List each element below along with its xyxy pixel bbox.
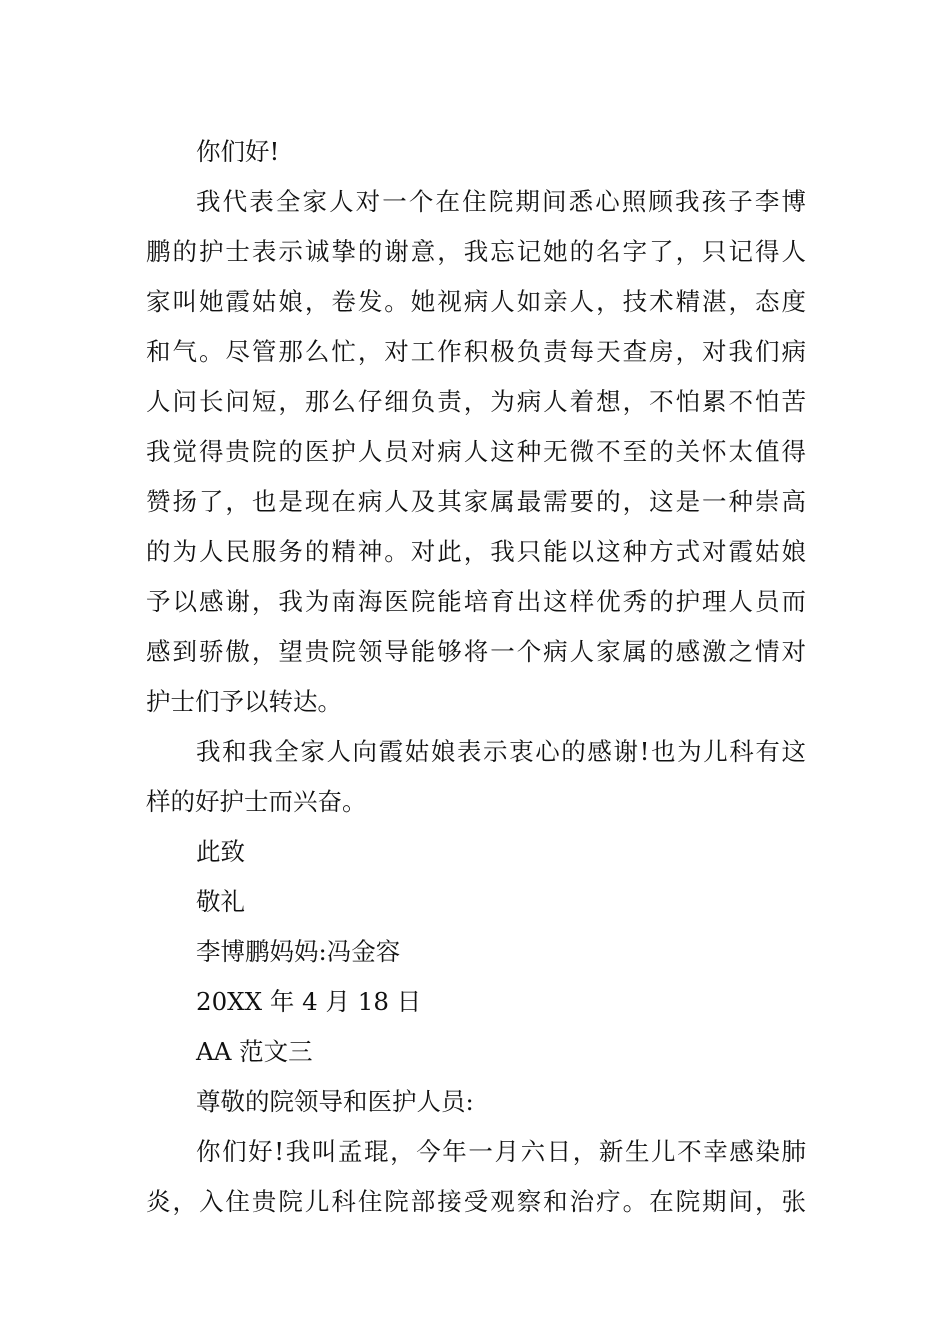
- paragraph-gratitude: [146, 727, 806, 827]
- salutation: 尊敬的院领导和医护人员:: [196, 1087, 474, 1116]
- closing-salute: 此致: [196, 837, 245, 866]
- paragraph-line: 样的好护士而兴奋。: [146, 787, 367, 816]
- paragraph-thanks: [146, 177, 806, 727]
- paragraph-line: 炎，入住贵院儿科住院部接受观察和治疗。在院期间，张: [146, 1187, 806, 1216]
- paragraph-line: 我和我全家人向霞姑娘表示衷心的感谢!也为儿科有这: [196, 737, 806, 766]
- paragraph-line: 家叫她霞姑娘，卷发。她视病人如亲人，技术精湛，态度: [146, 287, 806, 316]
- paragraph-line: 感到骄傲，望贵院领导能够将一个病人家属的感激之情对: [146, 637, 806, 666]
- paragraph-line: 人问长问短，那么仔细负责，为病人着想，不怕累不怕苦: [146, 387, 806, 416]
- paragraph-line: 你们好!我叫孟琨，今年一月六日，新生儿不幸感染肺: [196, 1137, 806, 1166]
- letter-body: [146, 127, 806, 1227]
- letter-date: 20XX 年 4 月 18 日: [196, 987, 422, 1016]
- paragraph-line: 鹏的护士表示诚挚的谢意，我忘记她的名字了，只记得人: [146, 237, 806, 266]
- paragraph-intro: [146, 1127, 806, 1227]
- paragraph-line: 我觉得贵院的医护人员对病人这种无微不至的关怀太值得: [146, 437, 806, 466]
- greeting: 你们好!: [196, 137, 280, 166]
- paragraph-line: 的为人民服务的精神。对此，我只能以这种方式对霞姑娘: [146, 537, 806, 566]
- signature: 李博鹏妈妈:冯金容: [196, 937, 401, 966]
- paragraph-line: 予以感谢，我为南海医院能培育出这样优秀的护理人员而: [146, 587, 806, 616]
- paragraph-line: 我代表全家人对一个在住院期间悉心照顾我孩子李博: [196, 187, 806, 216]
- section-title: AA 范文三: [196, 1037, 313, 1066]
- paragraph-line: 赞扬了，也是现在病人及其家属最需要的，这是一种崇高: [146, 487, 806, 516]
- paragraph-line: 和气。尽管那么忙，对工作积极负责每天查房，对我们病: [146, 337, 806, 366]
- closing-regards: 敬礼: [196, 887, 245, 916]
- paragraph-line: 护士们予以转达。: [146, 687, 342, 716]
